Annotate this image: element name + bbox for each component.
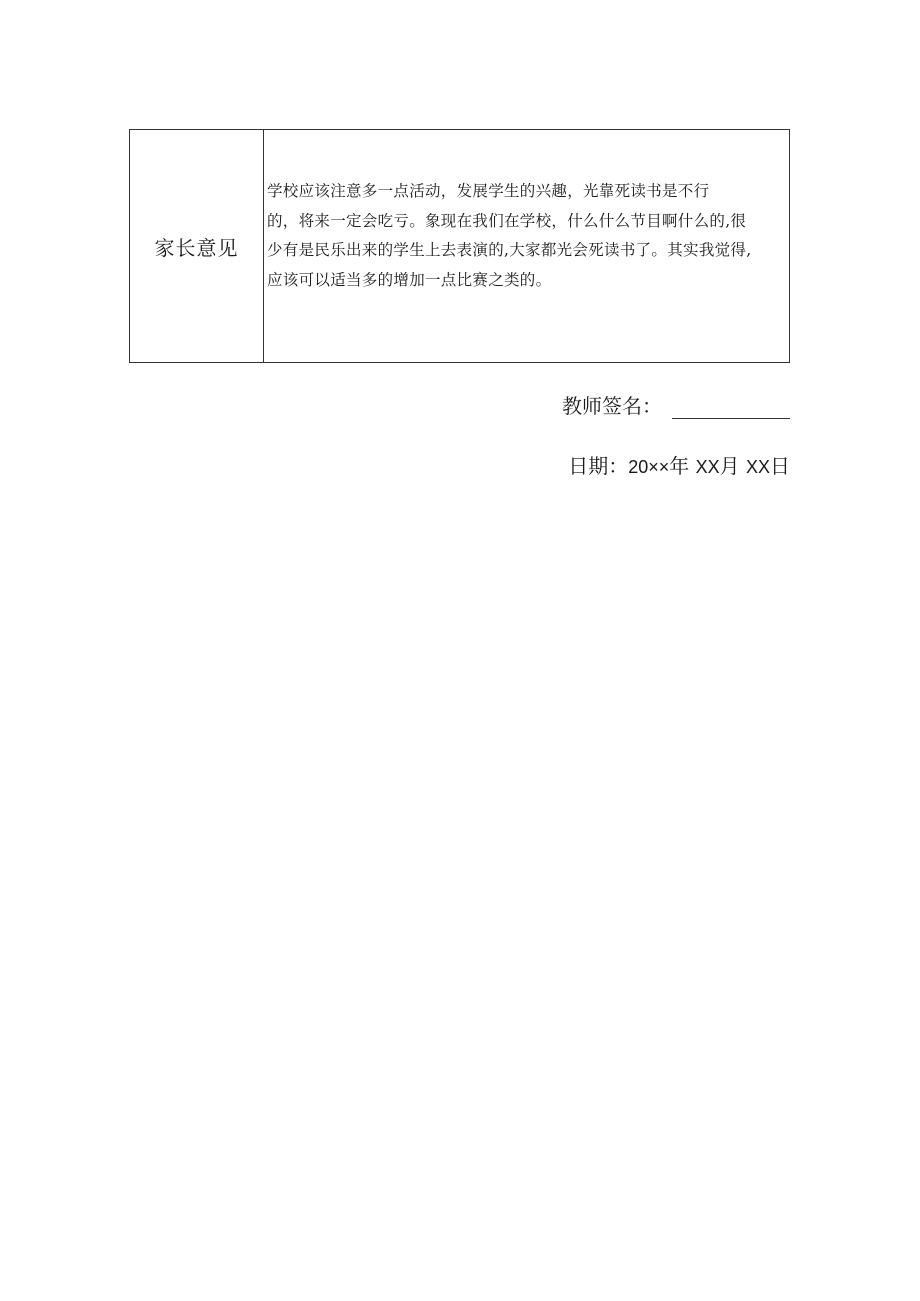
teacher-signature-label: 教师签名： bbox=[562, 394, 662, 418]
date-label: 日期： bbox=[568, 454, 629, 478]
opinion-line-2: 的，将来一定会吃亏。象现在我们在学校，什么什么节目啊什么的,很 bbox=[267, 211, 747, 230]
date-year: 20×× bbox=[628, 457, 670, 477]
date-month: XX bbox=[695, 457, 720, 477]
signature-blank-line bbox=[672, 396, 790, 419]
teacher-signature-row bbox=[562, 390, 790, 419]
date-month-unit: 月 bbox=[719, 454, 740, 478]
parent-opinion-content bbox=[264, 130, 789, 362]
date-day-unit: 日 bbox=[770, 454, 790, 478]
parent-opinion-table bbox=[129, 129, 790, 363]
date-year-unit: 年 bbox=[669, 454, 690, 478]
date-row bbox=[568, 450, 790, 479]
opinion-line-4: 应该可以适当多的增加一点比赛之类的。 bbox=[267, 270, 552, 289]
opinion-line-3: 少有是民乐出来的学生上去表演的,大家都光会死读书了。其实我觉得, bbox=[267, 241, 752, 259]
parent-opinion-label: 家长意见 bbox=[130, 130, 264, 362]
date-day: XX bbox=[745, 457, 770, 477]
opinion-line-1: 学校应该注意多一点活动，发展学生的兴趣，光靠死读书是不行 bbox=[267, 182, 710, 200]
